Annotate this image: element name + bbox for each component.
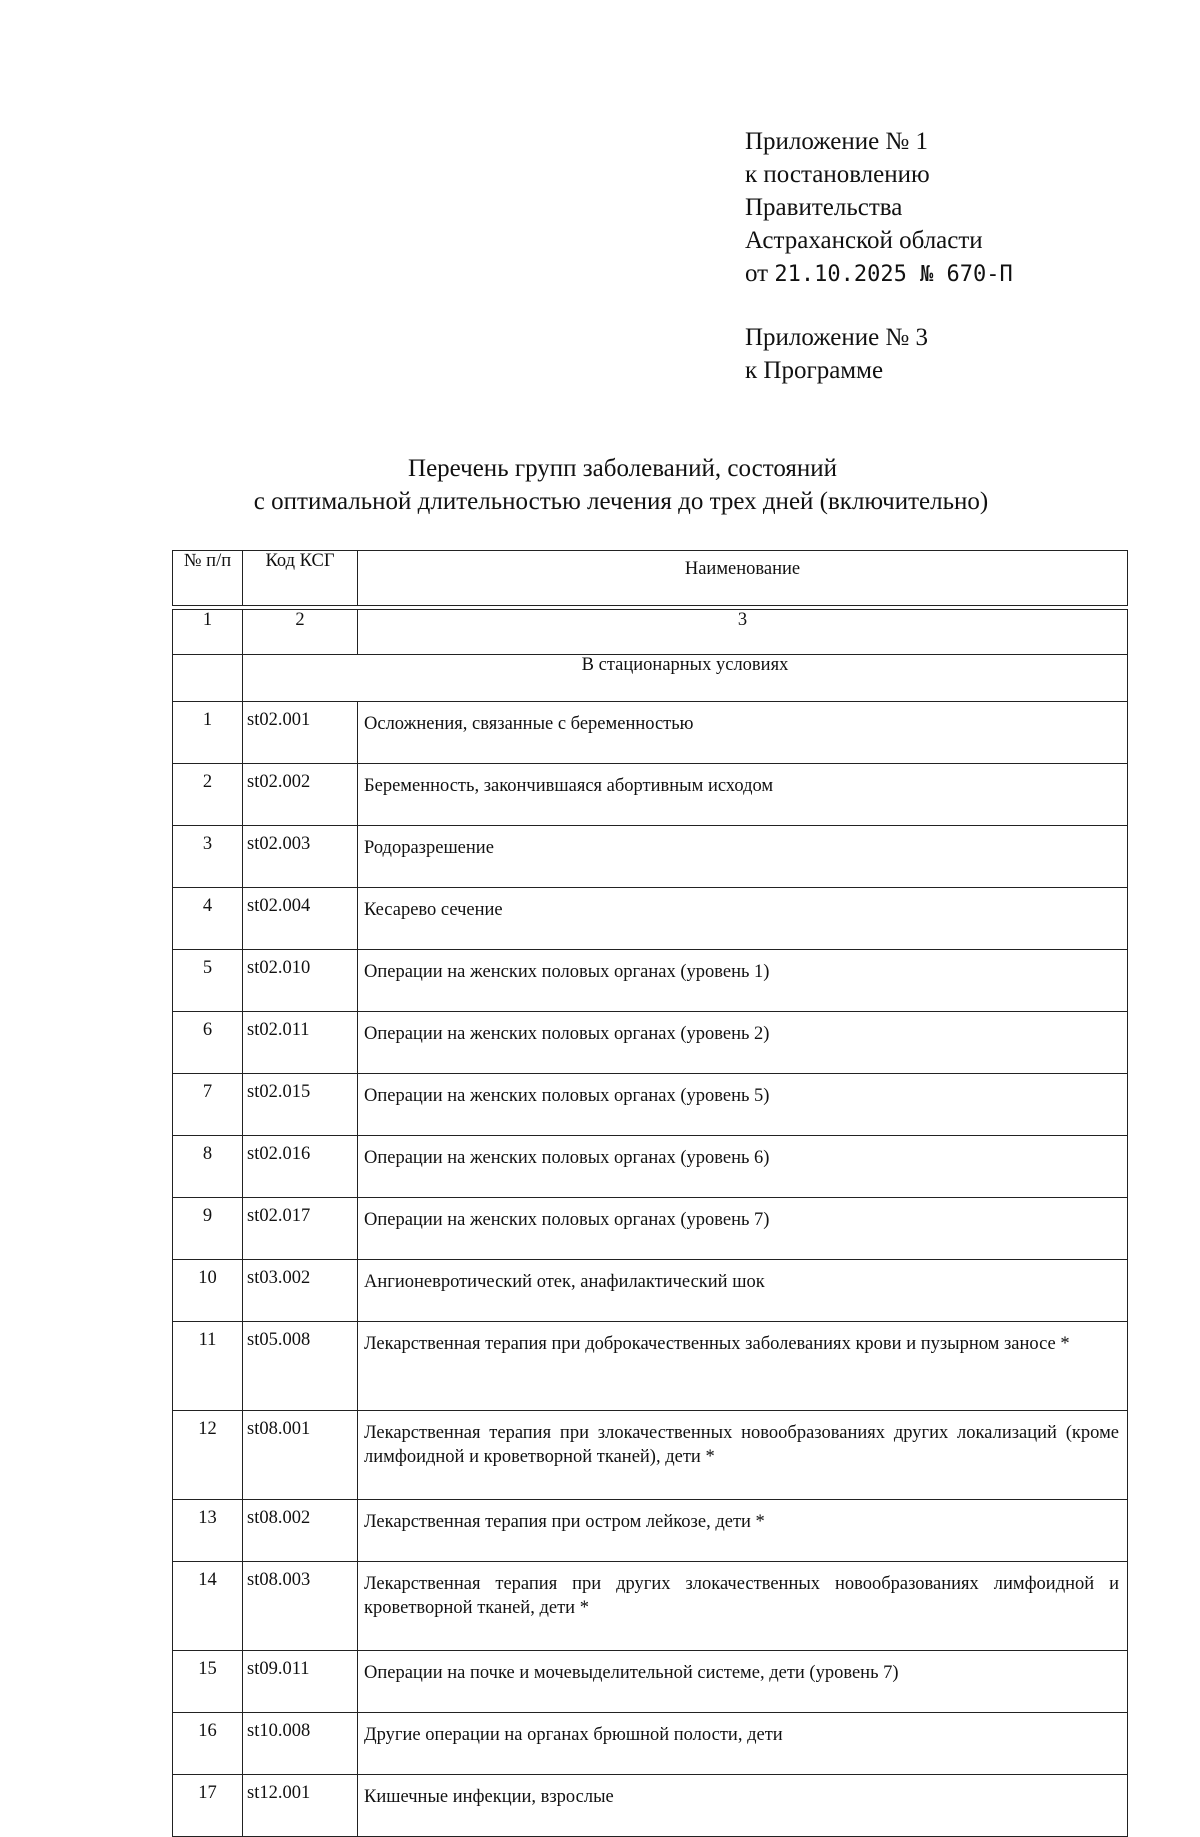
row-name: Лекарственная терапия при злокачественных новообразованиях других локализаций (кроме лимфоидной и кроветворной тканей), дети * (358, 1411, 1128, 1500)
row-name: Родоразрешение (358, 826, 1128, 888)
decree-prefix: от (745, 260, 769, 287)
appendix-3-block (745, 321, 928, 387)
column-number-row (173, 610, 1128, 655)
row-number: 9 (173, 1198, 243, 1260)
table-row (173, 1136, 1128, 1198)
row-name: Ангионевротический отек, анафилактический шок (358, 1260, 1128, 1322)
column-number-1: 1 (173, 610, 243, 655)
row-number: 15 (173, 1651, 243, 1713)
row-number: 1 (173, 702, 243, 764)
table-row (173, 1562, 1128, 1651)
row-name: Лекарственная терапия при доброкачественных заболеваниях крови и пузырном заносе * (358, 1322, 1128, 1411)
row-ksg-code: st08.001 (243, 1411, 358, 1500)
heading-line-2: с оптимальной длительностью лечения до трех дней (включительно) (253, 488, 989, 515)
table-row (173, 1322, 1128, 1411)
row-name: Операции на женских половых органах (уровень 5) (358, 1074, 1128, 1136)
row-name: Беременность, закончившаяся абортивным исходом (358, 764, 1128, 826)
table-row (173, 1500, 1128, 1562)
section-title: В стационарных условиях (243, 655, 1128, 702)
row-number: 3 (173, 826, 243, 888)
row-number: 13 (173, 1500, 243, 1562)
row-number: 8 (173, 1136, 243, 1198)
row-number: 2 (173, 764, 243, 826)
table-row (173, 1411, 1128, 1500)
header-name: Наименование (358, 551, 1128, 606)
table-row (173, 1713, 1128, 1775)
row-name: Операции на почке и мочевыделительной системе, дети (уровень 7) (358, 1651, 1128, 1713)
table-row (173, 702, 1128, 764)
row-name: Лекарственная терапия при остром лейкозе, дети * (358, 1500, 1128, 1562)
row-number: 10 (173, 1260, 243, 1322)
row-ksg-code: st02.001 (243, 702, 358, 764)
row-number: 11 (173, 1322, 243, 1411)
appendix-1-line-3: Правительства (745, 194, 903, 221)
table-row (173, 888, 1128, 950)
row-ksg-code: st09.011 (243, 1651, 358, 1713)
row-ksg-code: st02.017 (243, 1198, 358, 1260)
row-ksg-code: st05.008 (243, 1322, 358, 1411)
row-ksg-code: st10.008 (243, 1713, 358, 1775)
table-row (173, 826, 1128, 888)
row-ksg-code: st02.004 (243, 888, 358, 950)
row-ksg-code: st02.016 (243, 1136, 358, 1198)
row-number: 14 (173, 1562, 243, 1651)
row-ksg-code: st02.011 (243, 1012, 358, 1074)
table-header-row (173, 551, 1128, 606)
row-name: Другие операции на органах брюшной полости, дети (358, 1713, 1128, 1775)
document-heading (0, 452, 1200, 518)
table-row (173, 1775, 1128, 1837)
row-number: 12 (173, 1411, 243, 1500)
header-number: № п/п (173, 551, 243, 606)
table-row (173, 764, 1128, 826)
row-ksg-code: st03.002 (243, 1260, 358, 1322)
appendix-3-title: Приложение № 3 (745, 324, 929, 351)
heading-line-1: Перечень групп заболеваний, состояний (408, 455, 837, 482)
table-row (173, 1651, 1128, 1713)
column-number-2: 2 (243, 610, 358, 655)
appendix-3-line-2: к Программе (745, 357, 884, 384)
row-ksg-code: st02.003 (243, 826, 358, 888)
table-row (173, 1198, 1128, 1260)
row-name: Лекарственная терапия при других злокачественных новообразованиях лимфоидной и кроветворной тканей, дети * (358, 1562, 1128, 1651)
header-ksg-code: Код КСГ (243, 551, 358, 606)
row-name: Операции на женских половых органах (уровень 2) (358, 1012, 1128, 1074)
row-number: 4 (173, 888, 243, 950)
decree-line (745, 257, 1013, 291)
decree-date-number-stamp: 21.10.2025 № 670-П (774, 262, 1013, 287)
table-row (173, 1012, 1128, 1074)
row-name: Операции на женских половых органах (уровень 1) (358, 950, 1128, 1012)
column-number-3: 3 (358, 610, 1128, 655)
row-ksg-code: st08.003 (243, 1562, 358, 1651)
table-row (173, 950, 1128, 1012)
appendix-1-block (745, 125, 1013, 291)
row-number: 17 (173, 1775, 243, 1837)
appendix-1-line-2: к постановлению (745, 161, 930, 188)
appendix-1-title: Приложение № 1 (745, 128, 929, 155)
row-ksg-code: st08.002 (243, 1500, 358, 1562)
row-name: Операции на женских половых органах (уровень 7) (358, 1198, 1128, 1260)
row-name: Осложнения, связанные с беременностью (358, 702, 1128, 764)
row-ksg-code: st12.001 (243, 1775, 358, 1837)
table-row (173, 1074, 1128, 1136)
row-number: 6 (173, 1012, 243, 1074)
disease-groups-table (172, 550, 1128, 1837)
table-row (173, 1260, 1128, 1322)
row-ksg-code: st02.015 (243, 1074, 358, 1136)
row-name: Кесарево сечение (358, 888, 1128, 950)
row-number: 5 (173, 950, 243, 1012)
appendix-1-line-4: Астраханской области (745, 227, 983, 254)
section-empty-cell (173, 655, 243, 702)
section-row (173, 655, 1128, 702)
row-name: Операции на женских половых органах (уровень 6) (358, 1136, 1128, 1198)
row-number: 16 (173, 1713, 243, 1775)
row-name: Кишечные инфекции, взрослые (358, 1775, 1128, 1837)
row-number: 7 (173, 1074, 243, 1136)
row-ksg-code: st02.002 (243, 764, 358, 826)
row-ksg-code: st02.010 (243, 950, 358, 1012)
